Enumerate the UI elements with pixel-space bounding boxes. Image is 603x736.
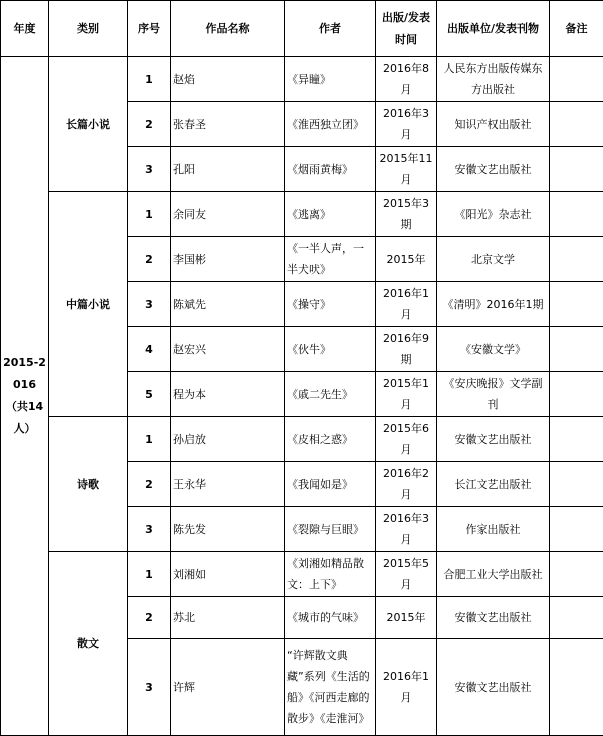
number-cell: 1 <box>128 417 171 462</box>
publisher-cell: 《安徽文学》 <box>437 327 550 372</box>
table-body <box>1 57 603 736</box>
number-cell: 4 <box>128 327 171 372</box>
table-row <box>1 192 603 237</box>
title-cell: 《裂隙与巨眼》 <box>285 507 376 552</box>
number-cell: 2 <box>128 462 171 507</box>
title-cell: 《戚二先生》 <box>285 372 376 417</box>
number-cell: 3 <box>128 507 171 552</box>
author-cell: 张春圣 <box>171 102 285 147</box>
author-cell: 王永华 <box>171 462 285 507</box>
header-category: 类别 <box>49 1 128 57</box>
note-cell <box>550 102 603 147</box>
publisher-cell: 《阳光》杂志社 <box>437 192 550 237</box>
note-cell <box>550 639 603 736</box>
author-cell: 许辉 <box>171 639 285 736</box>
number-cell: 1 <box>128 57 171 102</box>
category-cell: 散文 <box>49 552 128 736</box>
table-row <box>1 57 603 102</box>
title-cell: “许辉散文典藏”系列《生活的船》《河西走廊的散步》《走淮河》 <box>285 639 376 736</box>
note-cell <box>550 462 603 507</box>
note-cell <box>550 597 603 639</box>
title-cell: 《城市的气味》 <box>285 597 376 639</box>
date-cell: 2016年8月 <box>376 57 437 102</box>
date-cell: 2016年9期 <box>376 327 437 372</box>
author-cell: 李国彬 <box>171 237 285 282</box>
note-cell <box>550 327 603 372</box>
author-cell: 赵宏兴 <box>171 327 285 372</box>
note-cell <box>550 192 603 237</box>
header-number: 序号 <box>128 1 171 57</box>
number-cell: 2 <box>128 597 171 639</box>
date-cell: 2015年6月 <box>376 417 437 462</box>
publisher-cell: 北京文学 <box>437 237 550 282</box>
date-cell: 2016年3月 <box>376 102 437 147</box>
author-cell: 赵焰 <box>171 57 285 102</box>
publisher-cell: 合肥工业大学出版社 <box>437 552 550 597</box>
number-cell: 5 <box>128 372 171 417</box>
author-cell: 刘湘如 <box>171 552 285 597</box>
category-cell: 诗歌 <box>49 417 128 552</box>
title-cell: 《一半人声，一半犬吠》 <box>285 237 376 282</box>
publisher-cell: 安徽文艺出版社 <box>437 597 550 639</box>
number-cell: 3 <box>128 639 171 736</box>
note-cell <box>550 237 603 282</box>
publisher-cell: 安徽文艺出版社 <box>437 639 550 736</box>
date-cell: 2015年1月 <box>376 372 437 417</box>
title-cell: 《刘湘如精品散文：上下》 <box>285 552 376 597</box>
publisher-cell: 安徽文艺出版社 <box>437 417 550 462</box>
note-cell <box>550 282 603 327</box>
header-author: 作者 <box>285 1 376 57</box>
date-cell: 2015年3期 <box>376 192 437 237</box>
title-cell: 《操守》 <box>285 282 376 327</box>
title-cell: 《皮相之惑》 <box>285 417 376 462</box>
note-cell <box>550 57 603 102</box>
number-cell: 3 <box>128 147 171 192</box>
publisher-cell: 人民东方出版传媒东方出版社 <box>437 57 550 102</box>
header-note: 备注 <box>550 1 603 57</box>
note-cell <box>550 147 603 192</box>
note-cell <box>550 372 603 417</box>
header-row <box>1 1 603 57</box>
date-cell: 2016年2月 <box>376 462 437 507</box>
publisher-cell: 《清明》2016年1期 <box>437 282 550 327</box>
title-cell: 《异瞳》 <box>285 57 376 102</box>
author-cell: 陈先发 <box>171 507 285 552</box>
header-year: 年度 <box>1 1 49 57</box>
author-cell: 余同友 <box>171 192 285 237</box>
year-cell: 2015-2016（共14人） <box>1 57 49 736</box>
header-title: 作品名称 <box>171 1 285 57</box>
number-cell: 1 <box>128 552 171 597</box>
header-date: 出版/发表时间 <box>376 1 437 57</box>
header-publisher: 出版单位/发表刊物 <box>437 1 550 57</box>
title-cell: 《淮西独立团》 <box>285 102 376 147</box>
author-cell: 孙启放 <box>171 417 285 462</box>
author-cell: 苏北 <box>171 597 285 639</box>
note-cell <box>550 417 603 462</box>
publisher-cell: 作家出版社 <box>437 507 550 552</box>
title-cell: 《伙牛》 <box>285 327 376 372</box>
category-cell: 中篇小说 <box>49 192 128 417</box>
category-cell: 长篇小说 <box>49 57 128 192</box>
publisher-cell: 长江文艺出版社 <box>437 462 550 507</box>
date-cell: 2015年5月 <box>376 552 437 597</box>
author-cell: 孔阳 <box>171 147 285 192</box>
date-cell: 2015年 <box>376 597 437 639</box>
date-cell: 2016年3月 <box>376 507 437 552</box>
title-cell: 《我闻如是》 <box>285 462 376 507</box>
number-cell: 1 <box>128 192 171 237</box>
date-cell: 2015年 <box>376 237 437 282</box>
date-cell: 2016年1月 <box>376 282 437 327</box>
date-cell: 2015年11月 <box>376 147 437 192</box>
author-cell: 陈斌先 <box>171 282 285 327</box>
note-cell <box>550 552 603 597</box>
publisher-cell: 《安庆晚报》文学副刊 <box>437 372 550 417</box>
note-cell <box>550 507 603 552</box>
table-row <box>1 417 603 462</box>
number-cell: 2 <box>128 237 171 282</box>
title-cell: 《逃离》 <box>285 192 376 237</box>
publisher-cell: 知识产权出版社 <box>437 102 550 147</box>
title-cell: 《烟雨黄梅》 <box>285 147 376 192</box>
number-cell: 2 <box>128 102 171 147</box>
author-cell: 程为本 <box>171 372 285 417</box>
date-cell: 2016年1月 <box>376 639 437 736</box>
publisher-cell: 安徽文艺出版社 <box>437 147 550 192</box>
number-cell: 3 <box>128 282 171 327</box>
table-row <box>1 552 603 597</box>
